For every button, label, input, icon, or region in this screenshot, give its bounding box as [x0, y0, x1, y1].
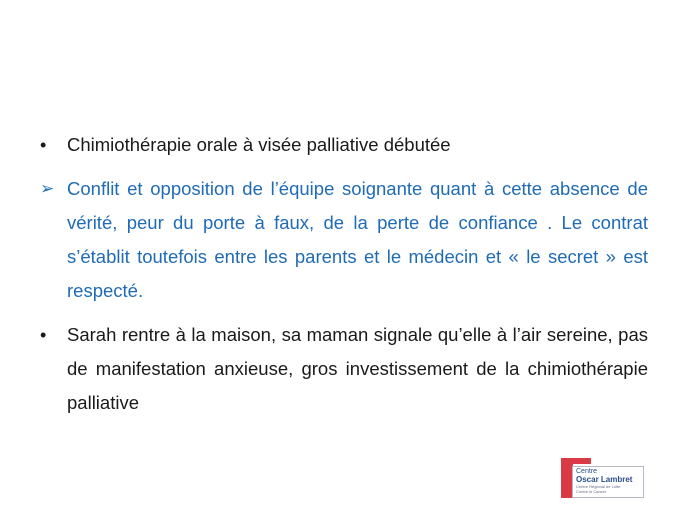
logo-line-1: Centre — [576, 468, 598, 475]
bullet-item-3 — [40, 318, 648, 420]
bullet-dot-icon: • — [40, 135, 47, 155]
logo-line-3: Centre Régional de Lutte — [576, 484, 621, 489]
bullet-list — [40, 128, 648, 430]
logo-box — [572, 466, 644, 498]
logo-line-4: Contre le Cancer — [576, 489, 607, 494]
bullet-dot-icon: • — [40, 325, 47, 345]
bullet-text-2: Conflit et opposition de l’équipe soignante quant à cette absence de vérité, peur du porte à faux, de la perte de confiance . Le contrat s’établit toutefois entre les parents et le médecin et « le secret » est respecté. — [67, 178, 648, 301]
bullet-item-2 — [40, 172, 648, 308]
arrow-bullet-icon: ➢ — [40, 179, 55, 198]
bullet-text-3: Sarah rentre à la maison, sa maman signale qu’elle à l’air sereine, pas de manifestation anxieuse, gros investissement de la chimiothérapie palliative — [67, 324, 648, 413]
bullet-item-1 — [40, 128, 648, 162]
logo-red-band — [561, 458, 591, 464]
logo-line-2: Oscar Lambret — [576, 475, 633, 484]
centre-oscar-lambret-logo — [561, 458, 645, 498]
bullet-text-1: Chimiothérapie orale à visée palliative débutée — [67, 134, 451, 155]
